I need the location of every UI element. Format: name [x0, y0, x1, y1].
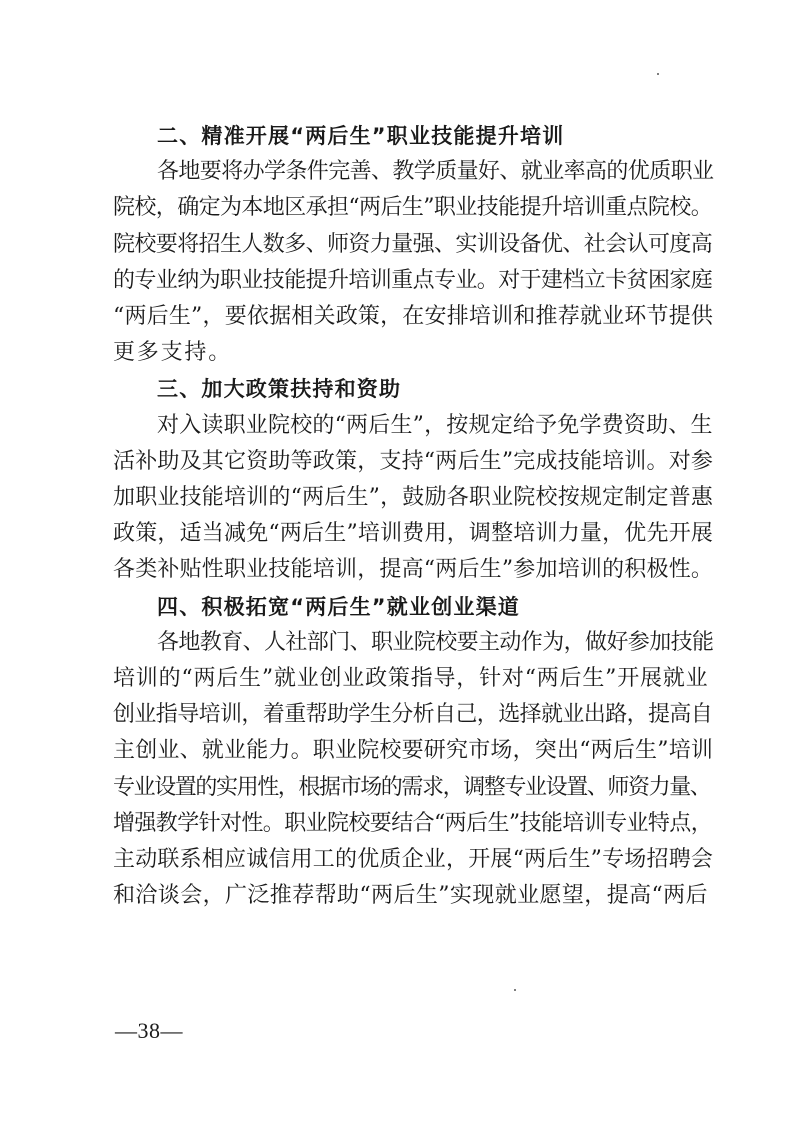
paragraph-line: 培训的“两后生”就业创业政策指导，针对“两后生”开展就业 — [113, 666, 709, 692]
scan-speck — [514, 989, 516, 991]
paragraph-line: 活补助及其它资助等政策，支持“两后生”完成技能培训。对参 — [113, 448, 714, 474]
section-heading-3: 三、加大政策扶持和资助 — [157, 377, 402, 402]
paragraph-line: 更多支持。 — [113, 340, 233, 366]
paragraph-line: 院校要将招生人数多、师资力量强、实训设备优、社会认可度高 — [113, 231, 713, 257]
paragraph-line: 增强教学针对性。职业院校要结合“两后生”技能培训专业特点， — [113, 810, 713, 836]
paragraph-line: 院校，确定为本地区承担“两后生”职业技能提升培训重点院校。 — [113, 195, 713, 221]
paragraph-line: 对入读职业院校的“两后生”，按规定给予免学费资助、生 — [157, 412, 713, 438]
page-number: —38— — [115, 1018, 183, 1043]
paragraph-line: “两后生”，要依据相关政策，在安排培训和推荐就业环节提供 — [113, 304, 714, 330]
paragraph-line: 专业设置的实用性，根据市场的需求，调整专业设置、师资力量、 — [113, 774, 711, 800]
section-heading-2: 二、精准开展“两后生”职业技能提升培训 — [157, 124, 565, 148]
scan-speck — [657, 73, 659, 75]
paragraph-line: 创业指导培训，着重帮助学生分析自己，选择就业出路，提高自 — [113, 702, 713, 728]
paragraph-line: 政策，适当减免“两后生”培训费用，调整培训力量，优先开展 — [113, 521, 714, 547]
paragraph-line: 主创业、就业能力。职业院校要研究市场，突出“两后生”培训 — [113, 738, 714, 764]
paragraph-line: 的专业纳为职业技能提升培训重点专业。对于建档立卡贫困家庭 — [113, 267, 713, 293]
paragraph-line: 各地教育、人社部门、职业院校要主动作为，做好参加技能 — [157, 629, 714, 655]
paragraph-line: 各类补贴性职业技能培训，提高“两后生”参加培训的积极性。 — [113, 557, 714, 583]
document-body — [113, 118, 713, 914]
paragraph-line: 加职业技能培训的“两后生”，鼓励各职业院校按规定制定普惠 — [113, 485, 714, 511]
paragraph-line: 和洽谈会，广泛推荐帮助“两后生”实现就业愿望，提高“两后 — [113, 883, 708, 909]
section-heading-4: 四、积极拓宽“两后生”就业创业渠道 — [157, 594, 521, 619]
paragraph-line: 主动联系相应诚信用工的优质企业，开展“两后生”专场招聘会 — [113, 847, 714, 873]
paragraph-line: 各地要将办学条件完善、教学质量好、就业率高的优质职业 — [157, 159, 714, 185]
